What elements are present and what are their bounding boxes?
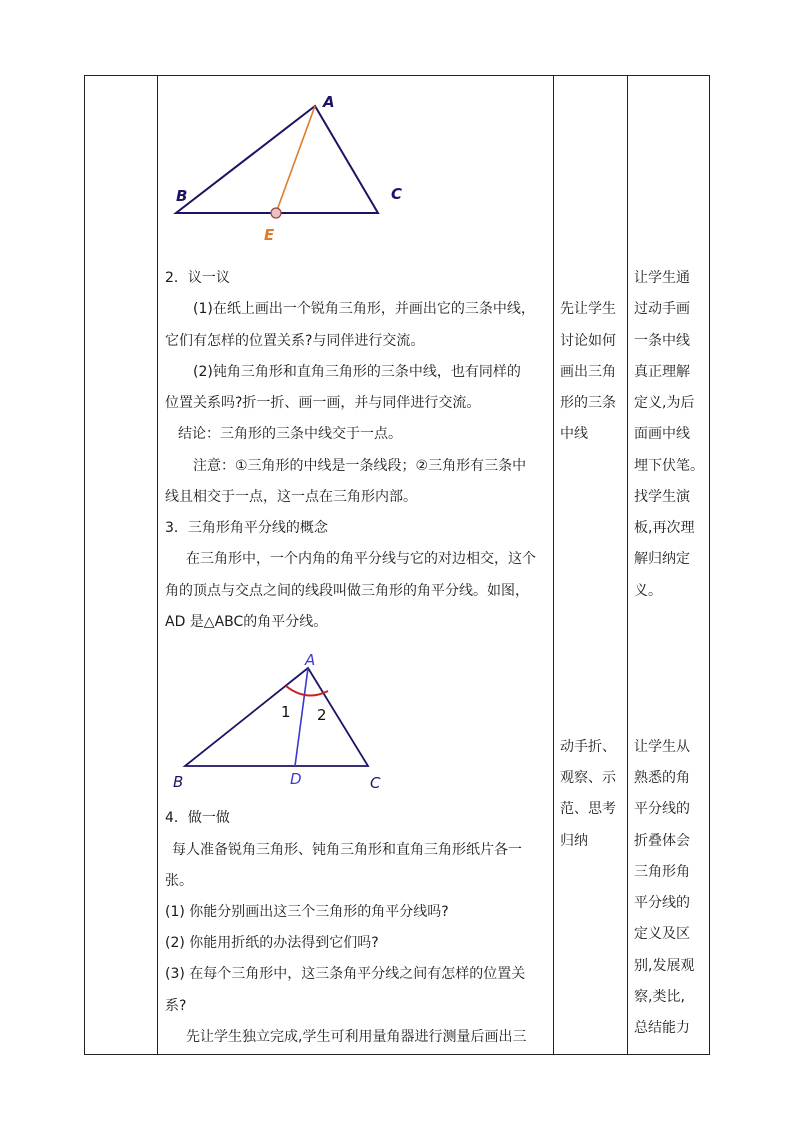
label-angle2: 2 xyxy=(317,706,327,724)
section-3-para-line3: AD 是△ABC的角平分线。 xyxy=(165,614,328,630)
intent-1-line: 一条中线 xyxy=(634,333,690,349)
intent-2-line: 三角形角 xyxy=(634,864,690,880)
section-2-note-line1: 注意：①三角形的中线是一条线段；②三角形有三条中 xyxy=(193,458,527,474)
section-2-heading: 2．议一议 xyxy=(165,270,230,286)
intent-1-line: 板,再次理 xyxy=(634,520,695,536)
midpoint-e xyxy=(271,208,281,218)
intent-2-line: 平分线的 xyxy=(634,895,690,911)
activity-1-line: 画出三角 xyxy=(560,364,616,380)
section-4-last-line: 先让学生独立完成,学生可利用量角器进行测量后画出三 xyxy=(186,1029,527,1045)
label-b2: B xyxy=(173,773,184,791)
section-2-note-line2: 线且相交于一点，这一点在三角形内部。 xyxy=(165,489,417,505)
triangle-abc xyxy=(176,106,378,213)
intent-2-line: 熟悉的角 xyxy=(634,770,690,786)
activity-1-line: 中线 xyxy=(560,426,588,442)
intent-2-line: 定义及区 xyxy=(634,926,690,942)
triangle-abc-2 xyxy=(185,668,368,766)
table-border-left xyxy=(84,75,85,1055)
angle-bisector-figure xyxy=(165,645,395,795)
intent-2-line: 别,发展观 xyxy=(634,958,695,974)
intent-1-line: 找学生演 xyxy=(634,489,690,505)
label-c2: C xyxy=(370,774,381,792)
section-4-question1: (1) 你能分别画出这三个三角形的角平分线吗? xyxy=(165,904,449,920)
intent-2-line: 让学生从 xyxy=(634,739,690,755)
section-2-para1-line1: (1)在纸上画出一个锐角三角形，并画出它的三条中线， xyxy=(193,301,535,317)
section-2-para2-line1: (2)钝角三角形和直角三角形的三条中线，也有同样的 xyxy=(193,364,521,380)
bisector-ad xyxy=(295,668,308,766)
activity-2-line: 观察、示 xyxy=(560,770,616,786)
activity-2-line: 归纳 xyxy=(560,833,588,849)
label-c: C xyxy=(391,185,403,203)
table-divider-2 xyxy=(553,75,554,1055)
intent-1-line: 让学生通 xyxy=(634,270,690,286)
activity-2-line: 动手折、 xyxy=(560,739,616,755)
intent-2-line: 平分线的 xyxy=(634,801,690,817)
label-b: B xyxy=(176,187,188,205)
section-3-para-line2: 角的顶点与交点之间的线段叫做三角形的角平分线。如图， xyxy=(165,583,529,599)
section-4-intro-line1: 每人准备锐角三角形、钝角三角形和直角三角形纸片各一 xyxy=(172,842,522,858)
intent-1-line: 解归纳定 xyxy=(634,551,690,567)
label-d: D xyxy=(290,770,302,788)
section-4-heading: 4．做一做 xyxy=(165,810,230,826)
label-angle1: 1 xyxy=(281,703,291,721)
section-4-question3-line1: (3) 在每个三角形中，这三条角平分线之间有怎样的位置关 xyxy=(165,966,526,982)
intent-1-line: 真正理解 xyxy=(634,364,690,380)
activity-1-line: 形的三条 xyxy=(560,395,616,411)
section-2-conclusion: 结论：三角形的三条中线交于一点。 xyxy=(178,426,402,442)
section-4-question2: (2) 你能用折纸的办法得到它们吗? xyxy=(165,935,379,951)
section-4-question3-line2: 系? xyxy=(165,998,187,1014)
table-divider-3 xyxy=(627,75,628,1055)
intent-1-line: 定义,为后 xyxy=(634,395,695,411)
activity-2-line: 范、思考 xyxy=(560,801,616,817)
activity-1-line: 先让学生 xyxy=(560,301,616,317)
section-4-intro-line2: 张。 xyxy=(165,873,193,889)
intent-2-line: 折叠体会 xyxy=(634,833,690,849)
median-triangle-figure xyxy=(160,88,420,248)
section-2-para2-line2: 位置关系吗?折一折、画一画，并与同伴进行交流。 xyxy=(165,395,481,411)
table-border-right xyxy=(709,75,710,1055)
section-2-para1-line2: 它们有怎样的位置关系?与同伴进行交流。 xyxy=(165,333,425,349)
table-border-bottom xyxy=(84,1054,710,1055)
activity-1-line: 讨论如何 xyxy=(560,333,616,349)
intent-1-line: 埋下伏笔。 xyxy=(634,458,704,474)
intent-1-line: 过动手画 xyxy=(634,301,690,317)
label-a: A xyxy=(323,93,335,111)
table-divider-1 xyxy=(157,75,158,1055)
intent-1-line: 义。 xyxy=(634,583,662,599)
section-3-para-line1: 在三角形中，一个内角的角平分线与它的对边相交，这个 xyxy=(186,551,536,567)
intent-2-line: 总结能力 xyxy=(634,1020,690,1036)
label-e: E xyxy=(264,226,275,244)
label-a2: A xyxy=(305,651,316,669)
intent-2-line: 察,类比, xyxy=(634,989,685,1005)
table-border-top xyxy=(84,75,710,76)
intent-1-line: 面画中线 xyxy=(634,426,690,442)
section-3-heading: 3．三角形角平分线的概念 xyxy=(165,520,328,536)
